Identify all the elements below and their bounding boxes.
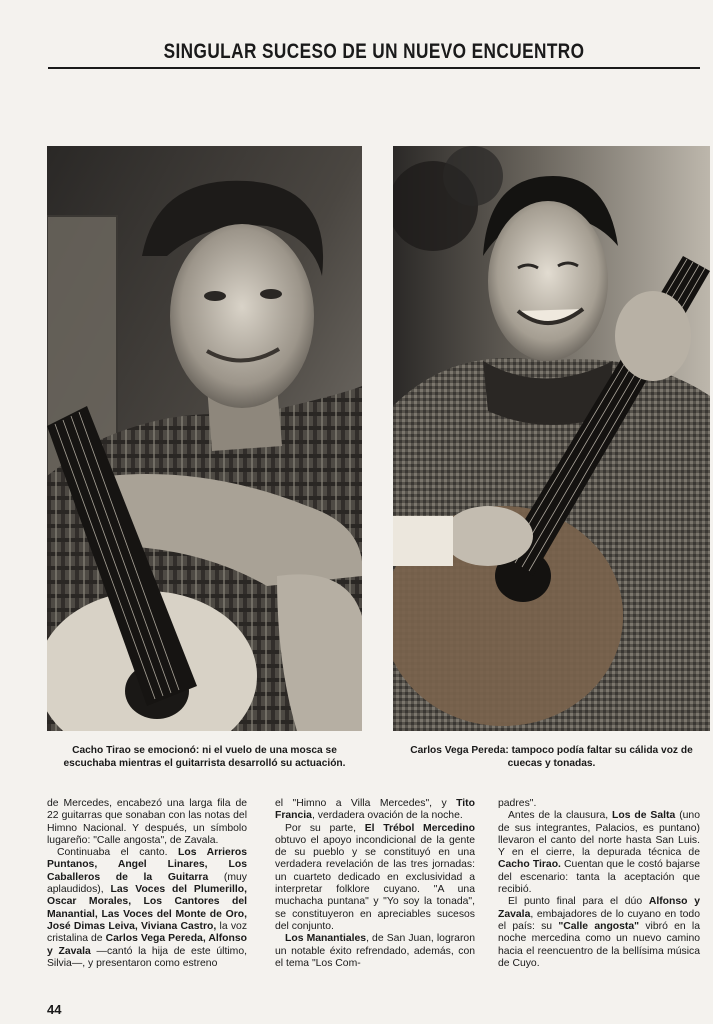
article-column-2 bbox=[275, 798, 475, 970]
paragraph bbox=[498, 810, 700, 896]
headline-rule bbox=[48, 67, 700, 69]
body-text: vibró en la noche mercedina como un nuevo camino hacia el reencuentro de la bellísima música de Cuyo. bbox=[498, 920, 701, 969]
paragraph bbox=[47, 798, 247, 847]
photo-cacho-tirao-image bbox=[47, 146, 362, 731]
bold-name-text: Los de Salta bbox=[612, 810, 676, 822]
bold-name-text: Cacho Tirao. bbox=[498, 859, 561, 871]
bold-name-text: "Calle angosta" bbox=[558, 920, 640, 932]
paragraph bbox=[47, 847, 247, 970]
photo-carlos-vega-pereda bbox=[393, 146, 710, 731]
body-text: Por su parte, bbox=[285, 822, 365, 834]
page-number: 44 bbox=[47, 1002, 62, 1017]
bold-name-text: El Trébol Mercedino bbox=[364, 822, 476, 834]
paragraph bbox=[275, 823, 475, 934]
body-text: , de San Juan, lograron un notable éxito refrendado, además, con el tema "Los Com- bbox=[275, 933, 475, 969]
bold-name-text: Carlos Vega Pereda, Alfonso y Zavala bbox=[47, 933, 247, 957]
body-text: el "Himno a Villa Mercedes", y bbox=[275, 798, 457, 809]
photo-cacho-tirao bbox=[47, 146, 362, 731]
bold-name-text: Las Voces del Plumerillo, Oscar Morales, Los Cantores del Manantial, Las Voces del Monte de Oro, José Dimas Leiva, Viviana Castro, bbox=[47, 884, 248, 932]
paragraph bbox=[498, 798, 700, 810]
paragraph bbox=[275, 798, 475, 823]
caption-left: Cacho Tirao se emocionó: ni el vuelo de una mosca se escuchaba mientras el guitarrista desarrolló su actuación. bbox=[63, 745, 346, 769]
body-text: El punto final para el dúo bbox=[508, 896, 649, 908]
bold-name-text: Los Manantiales bbox=[285, 933, 367, 945]
bold-name-text: Los Arrieros Puntanos, Angel Linares, Los Caballeros de la Guitarra bbox=[47, 847, 247, 883]
body-text: —cantó la hija de este último, Silvia—, y presentaron como estreno bbox=[47, 945, 247, 969]
body-text: (uno de sus integrantes, Palacios, es puntano) llevaron el canto del norte hasta San Luis. Y en el cierre, la depurada técnica de bbox=[498, 810, 700, 859]
bold-name-text: Alfonso y Zavala bbox=[498, 896, 700, 920]
paragraph bbox=[498, 896, 700, 970]
body-text: Antes de la clausura, bbox=[508, 810, 613, 822]
caption-right: Carlos Vega Pereda: tampoco podía faltar su cálida voz de cuecas y tonadas. bbox=[410, 745, 693, 769]
body-text: Continuaba el canto. bbox=[57, 847, 178, 859]
body-text: obtuvo el apoyo incondicional de la gente de su pueblo y se constituyó en una verdadera revelación de las tres jornadas: un cuarteto dedicado en exclusividad a interpretar folklore cuyano. "A una muchacha puntana" y "Yo soy la tonada", se constituyeron en apreciables sucesos del conjunto. bbox=[275, 834, 475, 932]
paragraph bbox=[275, 933, 475, 970]
body-text: de Mercedes, encabezó una larga fila de 22 guitarras que sonaban con las notas del Himno Nacional. Y después, un símbolo lugareño: "Calle angosta", de Zavala. bbox=[47, 798, 247, 846]
body-text: (muy aplaudidos), bbox=[47, 871, 247, 896]
body-text: , verdadera ovación de la noche. bbox=[311, 810, 463, 822]
headline: SINGULAR SUCESO DE UN NUEVO ENCUENTRO bbox=[163, 40, 585, 63]
body-text: padres". bbox=[498, 798, 537, 809]
body-text: la voz cristalina de bbox=[47, 920, 248, 945]
body-text: , embajadores de lo cuyano en todo el país: su bbox=[498, 908, 700, 932]
article-column-1 bbox=[47, 798, 247, 970]
article-column-3 bbox=[498, 798, 700, 970]
photo-carlos-vega-pereda-image bbox=[393, 146, 710, 731]
body-text: Cuentan que le costó bajarse del escenario: tanta la aceptación que recibió. bbox=[498, 859, 700, 896]
bold-name-text: Tito Francia bbox=[275, 798, 475, 822]
